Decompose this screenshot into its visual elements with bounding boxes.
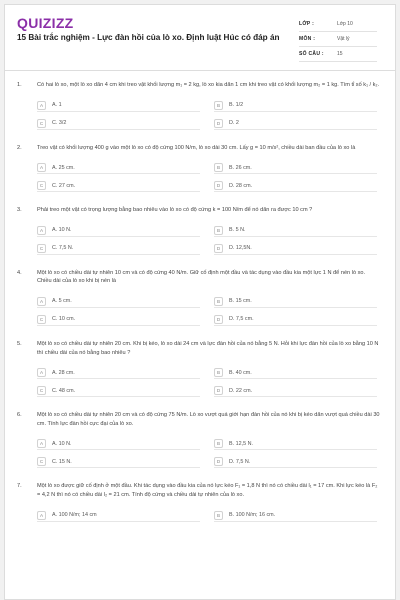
option-text: A. 28 cm.: [52, 369, 75, 376]
option-letter-box: D: [214, 457, 223, 466]
question-text: Treo vật có khối lượng 400 g vào một lò xo có độ cứng 100 N/m, lò xo dài 30 cm. Lấy g = 10 m/s², chiều dài ban đầu của lò xo là: [37, 144, 356, 151]
option-text: C. 3/2: [52, 120, 67, 127]
worksheet-meta: [299, 17, 377, 62]
option-text: B. 5 N.: [229, 227, 246, 234]
worksheet-header: [5, 5, 395, 71]
option-text: B. 12,5 N.: [229, 440, 253, 447]
option-c[interactable]: [37, 180, 200, 192]
meta-key: MÔN :: [299, 36, 316, 42]
question-number: 1.: [17, 82, 22, 88]
option-text: A. 100 N/m; 14 cm: [52, 512, 97, 519]
quizizz-logo: QUIZIZZ: [17, 15, 74, 31]
option-a[interactable]: [37, 225, 200, 237]
option-letter-box: C: [37, 386, 46, 395]
option-letter-box: C: [37, 119, 46, 128]
question-7: [5, 482, 395, 521]
option-b[interactable]: [214, 367, 377, 379]
option-text: B. 1/2: [229, 102, 244, 109]
option-text: A. 10 N.: [52, 440, 72, 447]
option-letter-box: A: [37, 297, 46, 306]
meta-key: SỐ CÂU :: [299, 51, 324, 57]
question-number: 6.: [17, 412, 22, 419]
option-letter-box: C: [37, 181, 46, 190]
option-letter-box: D: [214, 119, 223, 128]
option-text: D. 7,5 N.: [229, 458, 251, 465]
option-text: A. 5 cm.: [52, 298, 72, 305]
question-list: [5, 81, 395, 536]
option-d[interactable]: [214, 314, 377, 326]
question-number: 2.: [17, 144, 22, 151]
option-c[interactable]: [37, 118, 200, 130]
question-number: 5.: [17, 340, 22, 347]
answer-options: [37, 367, 377, 397]
option-b[interactable]: [214, 100, 377, 112]
option-text: D. 12,5N.: [229, 245, 252, 252]
meta-row-count: [299, 47, 377, 62]
meta-value: Lớp 10: [337, 21, 353, 27]
option-text: B. 40 cm.: [229, 369, 252, 376]
option-d[interactable]: [214, 243, 377, 255]
question-1: [5, 81, 395, 130]
option-c[interactable]: [37, 385, 200, 397]
meta-row-class: [299, 17, 377, 32]
question-number: 3.: [17, 207, 22, 214]
option-b[interactable]: [214, 162, 377, 174]
option-letter-box: D: [214, 386, 223, 395]
option-text: B. 100 N/m; 16 cm.: [229, 512, 276, 519]
option-b[interactable]: [214, 296, 377, 308]
option-a[interactable]: [37, 438, 200, 450]
option-letter-box: B: [214, 101, 223, 110]
option-text: C. 10 cm.: [52, 316, 76, 323]
answer-options: [37, 100, 377, 130]
option-letter-box: B: [214, 439, 223, 448]
option-letter-box: B: [214, 226, 223, 235]
option-letter-box: C: [37, 244, 46, 253]
option-letter-box: D: [214, 244, 223, 253]
option-a[interactable]: [37, 296, 200, 308]
meta-row-subject: [299, 32, 377, 47]
question-text: Phải treo một vật có trọng lượng bằng bao nhiêu vào lò xo có độ cứng k = 100 N/m để nó dãn ra được 10 cm ?: [37, 207, 313, 214]
question-text: Một lò xo có chiều dài tự nhiên 10 cm và có độ cứng 40 N/m. Giữ cố định một đầu và tác dụng vào đầu kia một lực 1 N để nén lò xo. Chiều dài của lò xo khi bị nén là: [37, 269, 366, 285]
option-text: C. 15 N.: [52, 458, 72, 465]
option-letter-box: A: [37, 163, 46, 172]
option-text: A. 25 cm.: [52, 164, 75, 171]
option-a[interactable]: [37, 100, 200, 112]
option-c[interactable]: [37, 243, 200, 255]
option-b[interactable]: [214, 225, 377, 237]
meta-value: Vật lý: [337, 36, 350, 42]
option-b[interactable]: [214, 510, 377, 522]
answer-options: [37, 510, 377, 522]
option-a[interactable]: [37, 162, 200, 174]
answer-options: [37, 225, 377, 255]
option-letter-box: B: [214, 297, 223, 306]
option-text: D. 22 cm.: [229, 387, 253, 394]
meta-value: 15: [337, 51, 343, 57]
option-letter-box: A: [37, 439, 46, 448]
question-6: [5, 411, 395, 468]
option-c[interactable]: [37, 456, 200, 468]
option-d[interactable]: [214, 456, 377, 468]
option-d[interactable]: [214, 180, 377, 192]
option-letter-box: A: [37, 368, 46, 377]
option-letter-box: D: [214, 315, 223, 324]
question-text: Một lò xo có chiều dài tự nhiên 20 cm và có độ cứng 75 N/m. Lò xo vượt quá giới hạn đàn hồi của nó khi bị kéo dãn vượt quá chiều dài 30 cm. Tính lực đàn hồi cực đại của lò xo.: [37, 412, 380, 427]
option-text: C. 7,5 N.: [52, 245, 74, 252]
question-number: 7.: [17, 483, 22, 490]
option-text: B. 26 cm.: [229, 164, 252, 171]
option-text: D. 7,5 cm.: [229, 316, 254, 323]
option-text: B. 15 cm.: [229, 298, 252, 305]
option-letter-box: C: [37, 315, 46, 324]
option-a[interactable]: [37, 510, 200, 522]
question-2: [5, 144, 395, 193]
option-letter-box: B: [214, 163, 223, 172]
option-letter-box: B: [214, 368, 223, 377]
option-text: D. 2: [229, 120, 239, 127]
option-d[interactable]: [214, 385, 377, 397]
question-3: [5, 206, 395, 255]
question-text: Có hai lò xo, một lò xo dãn 4 cm khi treo vật khối lượng m₁ = 2 kg, lò xo kia dãn 1 cm khi treo vật có khối lượng m₂ = 1 kg. Tìm tỉ số k₁ / k₂.: [37, 82, 380, 88]
option-text: C. 27 cm.: [52, 182, 76, 189]
question-4: [5, 269, 395, 326]
option-d[interactable]: [214, 118, 377, 130]
option-letter-box: A: [37, 226, 46, 235]
option-c[interactable]: [37, 314, 200, 326]
option-letter-box: C: [37, 457, 46, 466]
question-5: [5, 340, 395, 397]
answer-options: [37, 296, 377, 326]
option-letter-box: A: [37, 511, 46, 520]
option-text: A. 10 N.: [52, 227, 72, 234]
answer-options: [37, 162, 377, 192]
option-letter-box: B: [214, 511, 223, 520]
worksheet-page: [4, 4, 396, 600]
option-letter-box: A: [37, 101, 46, 110]
worksheet-title: 15 Bài trắc nghiệm - Lực đàn hồi của lò xo. Định luật Húc có đáp án: [17, 33, 280, 42]
option-text: A. 1: [52, 102, 62, 109]
option-text: D. 28 cm.: [229, 182, 253, 189]
question-text: Một lò xo được giữ cố định ở một đầu. Khi tác dụng vào đầu kia của nó lực kéo F₁ = 1,8 N thì nó có chiều dài l₁ = 17 cm. Khi lực kéo là F₂ = 4,2 N thì nó có chiều dài l₂ = 21 cm. Tính độ cứng và chiều dài tự nhiên của lò xo.: [37, 483, 378, 498]
question-text: Một lò xo có chiều dài tự nhiên 20 cm. Khi bị kéo, lò xo dài 24 cm và lực đàn hồi của nó bằng 5 N. Hỏi khi lực đàn hồi của lò xo bằng 10 N thì chiều dài của nó bằng bao nhiêu ?: [37, 340, 379, 356]
answer-options: [37, 438, 377, 468]
option-a[interactable]: [37, 367, 200, 379]
option-b[interactable]: [214, 438, 377, 450]
option-letter-box: D: [214, 181, 223, 190]
meta-key: LỚP :: [299, 21, 315, 27]
question-number: 4.: [17, 269, 22, 276]
option-text: C. 48 cm.: [52, 387, 76, 394]
